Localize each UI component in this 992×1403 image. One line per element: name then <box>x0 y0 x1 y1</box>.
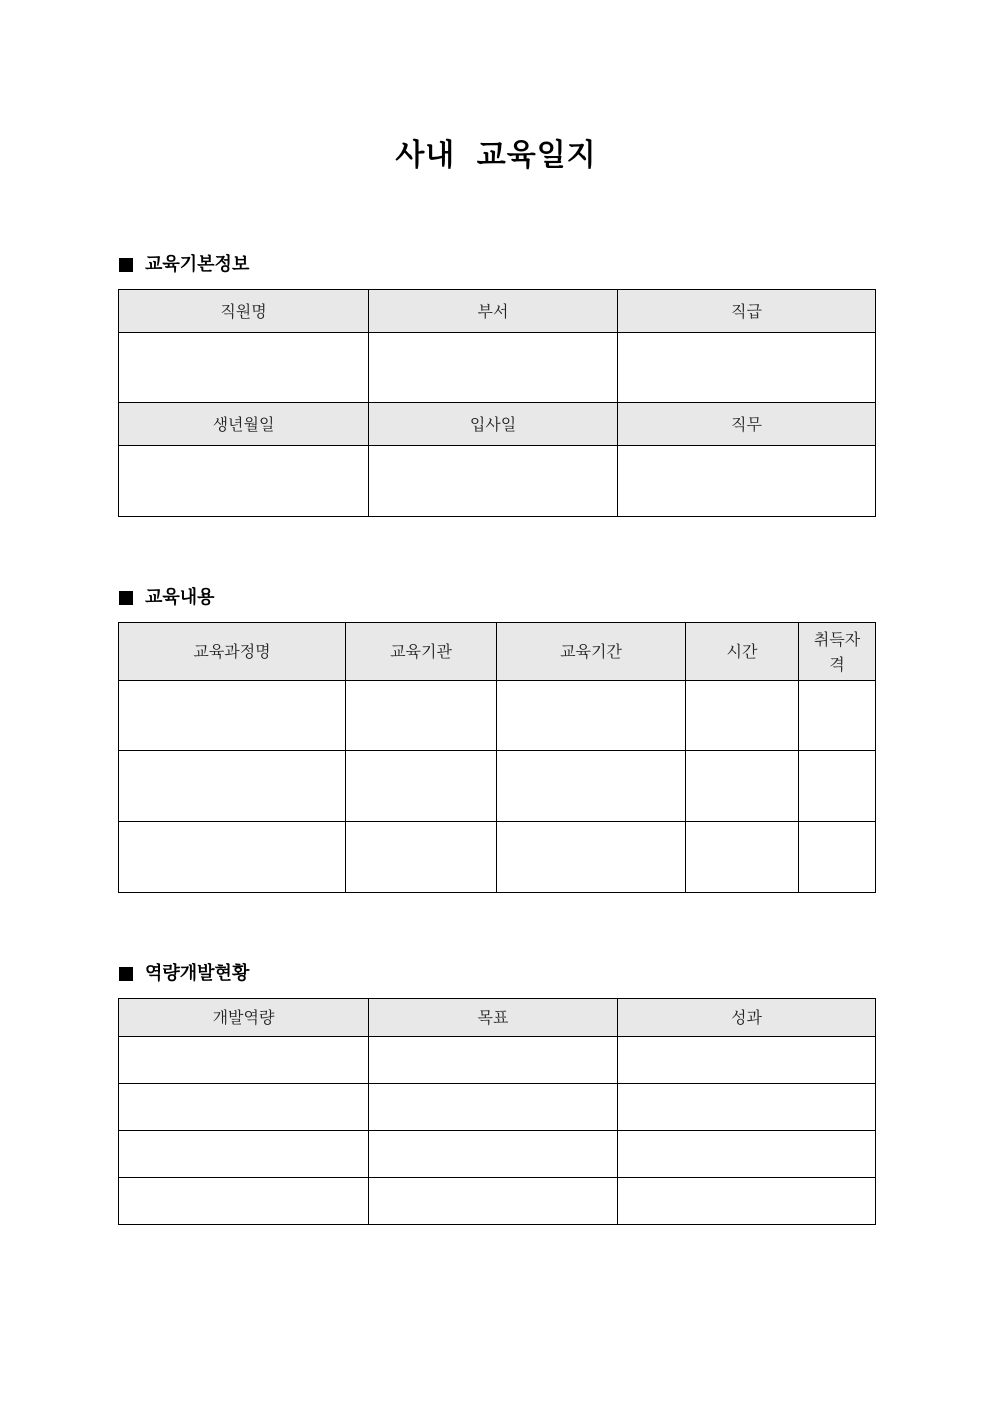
content-table <box>118 622 876 893</box>
input-cell-duty[interactable] <box>618 446 876 517</box>
input-cell[interactable] <box>369 1084 618 1131</box>
input-cell[interactable] <box>799 681 876 751</box>
input-cell[interactable] <box>369 1037 618 1084</box>
input-row <box>119 446 876 517</box>
input-cell[interactable] <box>618 1131 876 1178</box>
input-cell-birth-date[interactable] <box>119 446 369 517</box>
basic-info-table <box>118 289 876 517</box>
section-heading-content <box>119 587 215 609</box>
input-cell[interactable] <box>497 681 686 751</box>
input-cell[interactable] <box>346 751 497 822</box>
square-bullet-icon <box>119 591 133 605</box>
input-cell[interactable] <box>497 822 686 893</box>
header-cell-department: 부서 <box>369 290 618 333</box>
header-row <box>119 999 876 1037</box>
section-heading-label: 교육기본정보 <box>145 254 250 275</box>
table-row <box>119 751 876 822</box>
table-row <box>119 1037 876 1084</box>
input-cell[interactable] <box>618 1084 876 1131</box>
header-cell-certification: 취득자격 <box>799 623 876 681</box>
input-cell[interactable] <box>686 751 799 822</box>
header-cell-duty: 직무 <box>618 403 876 446</box>
section-heading-competency <box>119 963 249 985</box>
input-cell[interactable] <box>369 1178 618 1225</box>
input-cell[interactable] <box>346 681 497 751</box>
header-cell-join-date: 입사일 <box>369 403 618 446</box>
table-row <box>119 1178 876 1225</box>
input-cell-department[interactable] <box>369 333 618 403</box>
header-cell-hours: 시간 <box>686 623 799 681</box>
input-cell-employee-name[interactable] <box>119 333 369 403</box>
input-cell[interactable] <box>119 1178 369 1225</box>
table-row <box>119 1131 876 1178</box>
input-cell[interactable] <box>686 681 799 751</box>
section-heading-basic-info <box>119 254 249 276</box>
input-cell[interactable] <box>346 822 497 893</box>
input-cell[interactable] <box>799 751 876 822</box>
input-cell[interactable] <box>618 1037 876 1084</box>
header-cell-period: 교육기간 <box>497 623 686 681</box>
input-cell[interactable] <box>119 681 346 751</box>
header-cell-institution: 교육기관 <box>346 623 497 681</box>
input-cell[interactable] <box>618 1178 876 1225</box>
table-row <box>119 822 876 893</box>
header-cell-rank: 직급 <box>618 290 876 333</box>
section-heading-label: 교육내용 <box>145 587 215 608</box>
square-bullet-icon <box>119 967 133 981</box>
input-cell-rank[interactable] <box>618 333 876 403</box>
table-row <box>119 1084 876 1131</box>
header-cell-employee-name: 직원명 <box>119 290 369 333</box>
header-cell-result: 성과 <box>618 999 876 1037</box>
header-row <box>119 403 876 446</box>
header-cell-competency: 개발역량 <box>119 999 369 1037</box>
header-cell-goal: 목표 <box>369 999 618 1037</box>
input-cell[interactable] <box>119 1037 369 1084</box>
section-heading-label: 역량개발현황 <box>145 963 250 984</box>
input-cell[interactable] <box>119 822 346 893</box>
input-cell[interactable] <box>119 1131 369 1178</box>
header-row <box>119 623 876 681</box>
input-cell[interactable] <box>369 1131 618 1178</box>
input-cell[interactable] <box>799 822 876 893</box>
competency-table <box>118 998 876 1225</box>
input-cell[interactable] <box>686 822 799 893</box>
input-cell[interactable] <box>119 751 346 822</box>
square-bullet-icon <box>119 258 133 272</box>
header-cell-course-name: 교육과정명 <box>119 623 346 681</box>
input-cell[interactable] <box>119 1084 369 1131</box>
table-row <box>119 681 876 751</box>
input-row <box>119 333 876 403</box>
header-cell-birth-date: 생년월일 <box>119 403 369 446</box>
page-title: 사내 교육일지 <box>395 138 597 173</box>
input-cell[interactable] <box>497 751 686 822</box>
input-cell-join-date[interactable] <box>369 446 618 517</box>
header-row <box>119 290 876 333</box>
